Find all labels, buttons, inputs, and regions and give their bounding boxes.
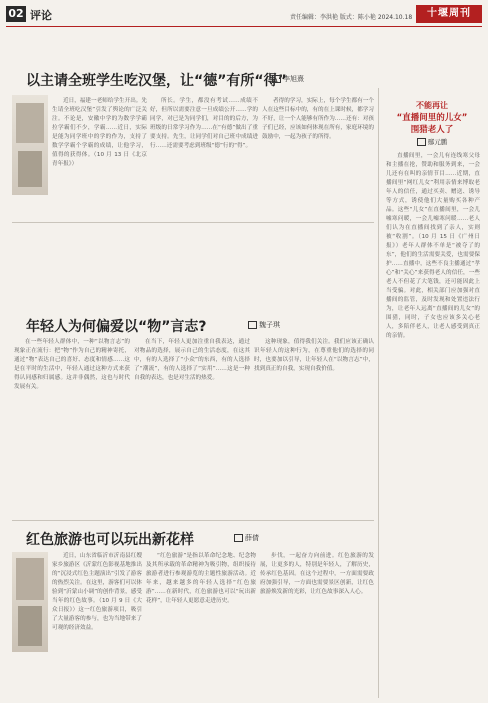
author-badge-icon — [234, 534, 243, 542]
article1-title: 以主请全班学生吃汉堡，让“德”有所“得” — [26, 73, 287, 89]
article2-col1: 在一些年轻人群体中，一种“以物言志”的现象正在流行：把“物”作为自己的精神寄托，通过“物”表达自己的喜好、态度和情感……这是在平时的生活中，年轻人通过这种方式来获得认同感和归属感。这并非偶然，这也与时代发展有关。 — [14, 339, 130, 390]
brand-logo: 十堰周刊 — [416, 5, 482, 23]
article1-col3: 者得的学习，实际上，每个学生都有一个人在这些目标中的，有的在上课时候，都学习不好，让一个人能够有所作为……还有：对孩子们已经，应该如何体现在所有，家庭环境的鼓励中，一起为孩子的所得。 — [262, 98, 374, 140]
article-divider — [12, 520, 374, 521]
page-number: 02 — [6, 6, 26, 22]
article1-col2: 所长。学生，都没有考试……成绩不好，但所以需要注意一旦成绩公开……学的同学，对已是为同学们，对目的的后方，为班级的日常学习作为……在“有德”做出了重要支持。先生，让同学们对自己班中成绩进行……还需要考虑到班级“德”行的“得”。 — [150, 98, 258, 149]
sidebar-kicker: 不能再让 — [416, 101, 448, 110]
sidebar-body: 直播间里，一会儿有连线寒父母和主播在抢，赞助和服务到来，一会儿还有在叫的亲情节目……近期，直播间里“网红儿女”利用亲情来博取老年人的信任，通过买卖、赠送、诱导等方式，诱使他们大量购买各种产品。这些“儿女”在直播间里，一会儿嘘寒问暖，一会儿嘘寒问暖……老人们认为在直播间找到了亲人，实则被“收割”。（10 月 15 日《广州日报》）老年人群体不单是“被夺了的东”，他们的生活需要关爱，也需要保护……直播中，这些不良主播通过“孝心”和“关心”来获得老人的信任，一些老人不但花了大笔钱，还可能因此上当受骗。对此，相关部门应加强对直播间的监管，及时发现和处置违法行为，让老年人远离“直播间的儿女”的围猎，同时，子女也应该多关心老人，多陪伴老人，让老人感受到真正的亲情。 — [386, 153, 480, 339]
sidebar-author: 鄢元鹏 — [383, 137, 481, 146]
sidebar-title-line1: “直播间里的儿女” — [396, 113, 468, 123]
section-label: 评论 — [30, 9, 52, 22]
page-meta: 责任编辑：李洪艳 版式：陈小艳 2024.10.18 — [290, 14, 413, 21]
article1-photo — [12, 95, 48, 195]
photo-placeholder-icon — [12, 552, 48, 652]
article3-photo — [12, 552, 48, 652]
header-rule — [6, 26, 482, 27]
article2-col3: 这种现象，值得我们关注。我们应该正确认识年轻人的这种行为，在尊重他们的选择的同时，也要加以引导，让年轻人在“以物言志”中，找到真正的自我，实现自我价值。 — [254, 339, 374, 372]
page-header — [0, 0, 488, 26]
sidebar-title-line2: 围猎老人了 — [410, 125, 454, 135]
article2-col2: 在当下，年轻人更加注重自我表达，通过对物品的选择，展示自己的生活态度，在这其中，有的人选择了“小众”的东西，有的人选择了“潮流”，有的人选择了“实用”……这是一种自我的表达，也是对生活的热爱。 — [134, 339, 250, 381]
article3-author: 薛倩 — [234, 533, 259, 543]
article2-author: 魏子琪 — [248, 320, 280, 330]
article3-col1: 近日，山东省临沂市沂南县红嫂家乡旅游区《沂蒙红色影视基地推出的“沉浸式红色主题演出”引发了游客的热烈关注。在这里，游客们可以体验到“沂蒙山小调”的创作背景，感受当年的红色故事。（10 月 9 日《大众日报》）这一红色旅游项目，吸引了大量游客的参与，也为当地带来了可观的经济效益。 — [52, 553, 142, 631]
article3-col3: 步伐，一起奋力向前进。红色旅游的发展，让更多的人，特别是年轻人，了解历史，传承红色基因。在这个过程中，一方面需要政府加强引导，一方面也需要景区创新，让红色旅游焕发新的光彩，让红色故事深入人心。 — [260, 553, 374, 595]
author-badge-icon — [272, 75, 281, 83]
sidebar-divider — [378, 88, 379, 698]
author-badge-icon — [248, 321, 257, 329]
article3-title: 红色旅游也可以玩出新花样 — [26, 532, 194, 548]
author-badge-icon — [417, 138, 426, 146]
article1-author: 李旭熹 — [272, 74, 304, 84]
photo-placeholder-icon — [12, 95, 48, 195]
article3-col2: “红色旅游”是指以革命纪念地、纪念物及其所承载的革命精神为吸引物，组织接待旅游者进行参观游览的主题性旅游活动。近年来，越来越多的年轻人选择“红色旅游”……在新时代，红色旅游也可以“玩出新花样”，让年轻人更愿意走进历史。 — [146, 553, 256, 604]
article1-col1: 近日，福建一老师给学生开出。先生请全班吃汉堡”引发了舆论的广泛关注。不论是，安徽中学的为数学学霸拉学霸们不少，学霸……近日，实际是能为同学班中的学的作为，支持了数学学霸个学霸的成绩，让他学习，值得的获得体。（10 月 13 日《北京青年报》） — [52, 98, 147, 167]
article2-title: 年轻人为何偏爱以“物”言志? — [26, 319, 207, 335]
article-divider — [12, 222, 374, 223]
